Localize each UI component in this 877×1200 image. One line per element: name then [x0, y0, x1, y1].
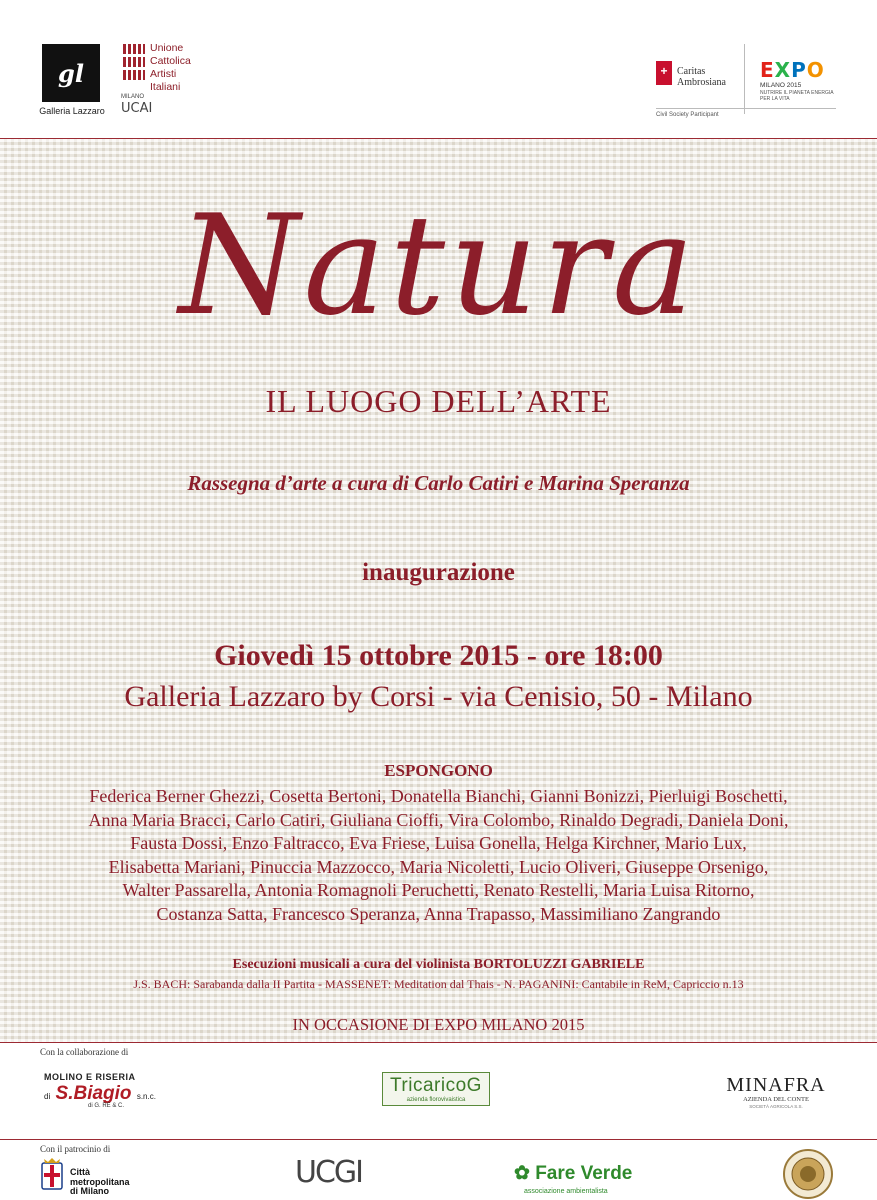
- minafra-subtitle: AZIENDA DEL CONTE: [743, 1096, 809, 1103]
- header: [0, 0, 877, 138]
- tricarico-logo: [382, 1072, 490, 1106]
- divider-bottom: [0, 1139, 877, 1140]
- header-divider: [744, 44, 745, 114]
- minafra-name: MINAFRA: [726, 1074, 826, 1096]
- ucai-name: [150, 42, 191, 94]
- fare-verde-label: Fare Verde: [535, 1163, 633, 1184]
- citta-line: di Milano: [70, 1186, 109, 1196]
- ucai-city: MILANO: [121, 94, 145, 100]
- caritas-name: [677, 66, 726, 88]
- artist-line: Walter Passarella, Antonia Romagnoli Peruchetti, Renato Restelli, Maria Luisa Ritorno,: [122, 880, 755, 900]
- artist-line: Anna Maria Bracci, Carlo Catiri, Giuliana Cioffi, Vira Colombo, Rinaldo Degradi, Daniela Doni,: [88, 809, 789, 830]
- galleria-logo-text: gl: [58, 58, 84, 88]
- ucai-logo-icon: [123, 44, 145, 92]
- fare-verde-subtitle: associazione ambientalista: [524, 1188, 608, 1195]
- music-program: J.S. BACH: Sarabanda dalla II Partita - MASSENET: Meditation dal Thais - N. PAGANINI: Cantabile in ReM, Capriccio n.13: [133, 977, 744, 991]
- inauguration-label: inaugurazione: [362, 559, 515, 586]
- city-crest-icon: [40, 1157, 64, 1193]
- ucai-line: Artisti: [150, 68, 177, 80]
- artist-line: Elisabetta Mariani, Pinuccia Mazzocco, Maria Nicoletti, Lucio Oliveri, Giuseppe Orsenigo,: [108, 856, 769, 877]
- expo-letter: E: [760, 58, 775, 82]
- curators-line: Rassegna d’arte a cura di Carlo Catiri e Marina Speranza: [187, 471, 690, 495]
- civil-society-label: Civil Society Participant: [656, 112, 719, 118]
- expo-letters: [760, 58, 825, 82]
- molino-title: MOLINO E RISERIA: [44, 1072, 136, 1082]
- citta-line: Città: [70, 1167, 90, 1177]
- molino-owner: di G. RE & C.: [88, 1103, 125, 1109]
- caritas-line: Caritas: [677, 66, 706, 77]
- expo-letter: O: [806, 58, 825, 82]
- ucai-line: Cattolica: [150, 55, 191, 67]
- ucai-signature-footer: UCGI: [295, 1155, 362, 1190]
- galleria-lazzaro-logo: [42, 44, 100, 102]
- music-title: Esecuzioni musicali a cura del violinista BORTOLUZZI GABRIELE: [232, 957, 645, 972]
- patronage-label: Con il patrocinio di: [40, 1144, 111, 1154]
- expo-subtitle: MILANO 2015: [760, 82, 802, 89]
- artist-line: Costanza Satta, Francesco Speranza, Anna Trapasso, Massimiliano Zangrando: [156, 903, 721, 924]
- expo-logo: [760, 58, 825, 82]
- citta-line: metropolitana: [70, 1176, 130, 1187]
- ucai-signature: UCAI: [121, 101, 153, 116]
- caritas-line: Ambrosiana: [677, 77, 726, 88]
- molino-logo: [44, 1083, 156, 1105]
- artist-line: Fausta Dossi, Enzo Faltracco, Eva Friese, Luisa Gonella, Helga Kirchner, Mario Lux,: [130, 833, 747, 853]
- leaf-icon: ✿: [514, 1163, 530, 1184]
- header-divider: [656, 108, 836, 109]
- ucai-line: Unione: [150, 42, 184, 54]
- tricarico-subtitle: azienda florovivaistica: [406, 1097, 466, 1103]
- expo-letter: P: [791, 58, 807, 82]
- ucai-line: Italiani: [150, 81, 181, 93]
- artist-line: Federica Berner Ghezzi, Cosetta Bertoni, Donatella Bianchi, Gianni Bonizzi, Pierluigi Boschetti,: [89, 786, 788, 806]
- artist-list: [20, 785, 857, 926]
- fare-verde-name: [514, 1162, 632, 1185]
- collaboration-label: Con la collaborazione di: [40, 1047, 129, 1057]
- expo-tagline: NUTRIRE IL PIANETA ENERGIA PER LA VITA: [760, 90, 834, 102]
- expo-occasion: IN OCCASIONE DI EXPO MILANO 2015: [292, 1015, 585, 1034]
- molino-name: S.Biagio: [55, 1083, 132, 1104]
- event-date: Giovedì 15 ottobre 2015 - ore 18:00: [214, 639, 663, 672]
- caritas-cross-icon: +: [656, 61, 672, 85]
- citta-metropolitana: [70, 1168, 130, 1197]
- molino-di: di: [44, 1092, 51, 1101]
- exhibitors-heading: ESPONGONO: [384, 761, 493, 780]
- galleria-name: Galleria Lazzaro: [39, 106, 105, 116]
- archaeological-seal-icon: [782, 1148, 834, 1200]
- poster-title: Natura: [178, 185, 699, 346]
- event-venue: Galleria Lazzaro by Corsi - via Cenisio, 50 - Milano: [124, 680, 753, 713]
- expo-letter: X: [774, 58, 792, 82]
- tricarico-name: TricaricoG: [390, 1075, 482, 1096]
- minafra-subtitle-small: SOCIETÀ AGRICOLA S.S.: [749, 1104, 803, 1109]
- poster-subtitle: IL LUOGO DELL’ARTE: [265, 383, 612, 419]
- divider-middle: [0, 1042, 877, 1043]
- molino-snc: s.n.c.: [136, 1092, 156, 1101]
